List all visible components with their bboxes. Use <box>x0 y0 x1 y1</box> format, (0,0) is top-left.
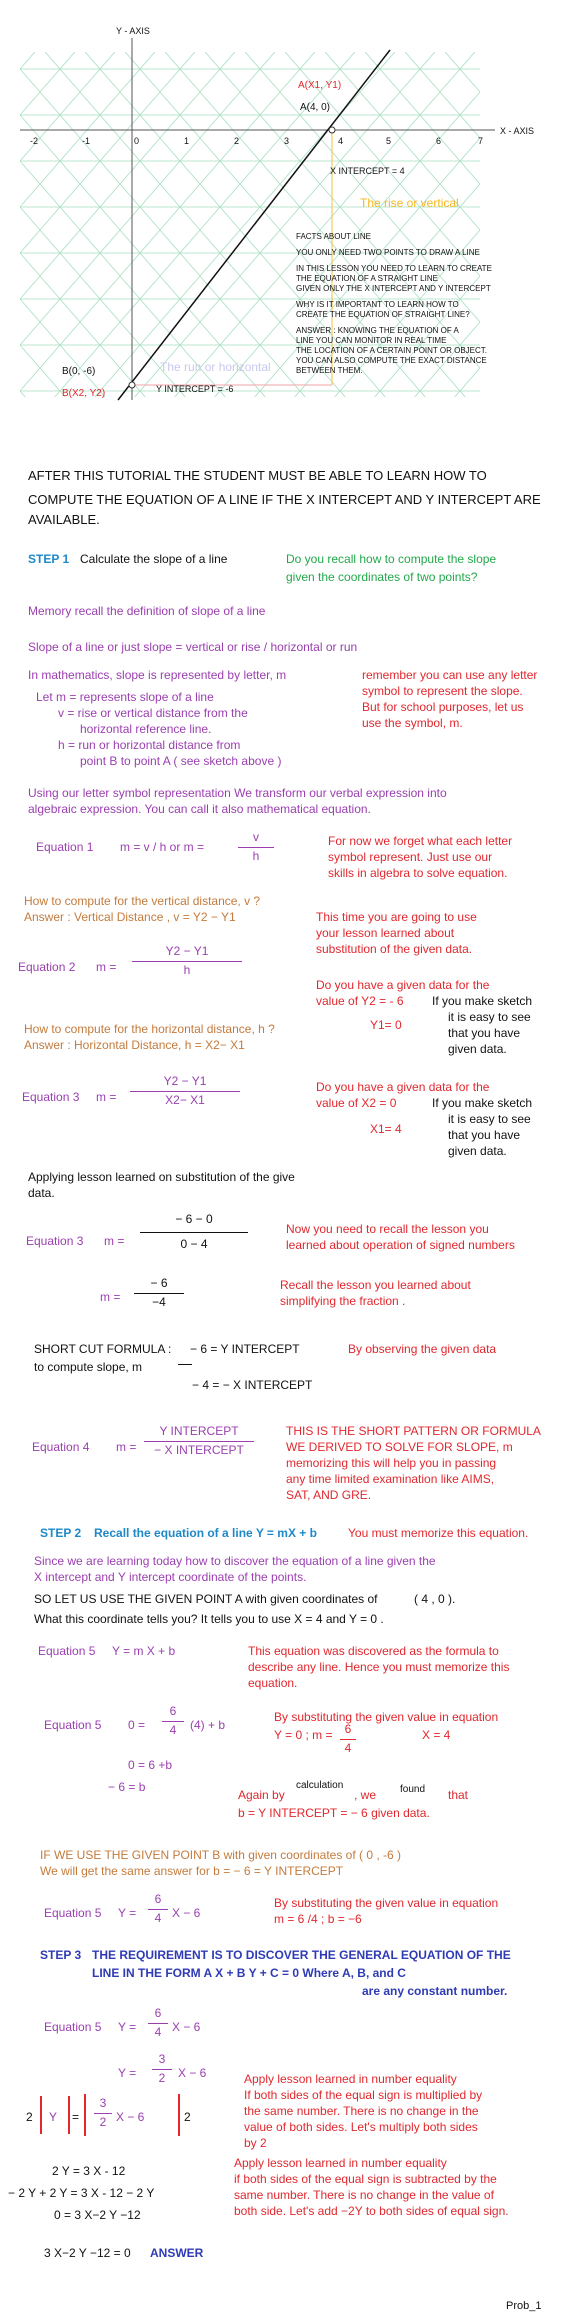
eq1-label: Equation 1 <box>36 840 94 854</box>
def-line: point B to point A ( see sketch above ) <box>80 754 282 768</box>
point-b-general: B(X2, Y2) <box>62 388 106 399</box>
intro-line: COMPUTE THE EQUATION OF A LINE IF THE X INTERCEPT AND Y INTERCEPT ARE <box>28 492 541 507</box>
remember-line: But for school purposes, let us <box>362 700 524 714</box>
eq3-label: Equation 3 <box>22 1090 80 1104</box>
run-label: The run or horizontal <box>160 360 271 374</box>
eq5d-fraction <box>148 2006 168 2040</box>
eq3-den: X2− X1 <box>165 1092 205 1107</box>
eq5d-pre: Y = <box>118 2020 137 2034</box>
sketch-note-line: If you make sketch <box>432 1096 533 1110</box>
eq4-label: Equation 4 <box>32 1440 90 1454</box>
shortcut-line: to compute slope, m <box>34 1360 143 1374</box>
applying-line: data. <box>28 1186 55 1200</box>
eq3-fraction <box>130 1074 240 1108</box>
eq5d-den: 4 <box>154 2024 162 2039</box>
step1-recall-1: Do you recall how to compute the slope <box>286 552 497 566</box>
eq5c-pre: Y = <box>118 1906 137 1920</box>
x-tick: 0 <box>134 136 140 146</box>
step3-title-2: LINE IN THE FORM A X + B Y + C = 0 Where A, B, and C <box>92 1966 406 1980</box>
equality-mult-line: If both sides of the equal sign is multiplied by <box>244 2088 483 2102</box>
eq3-num: Y2 − Y1 <box>163 1074 207 1088</box>
since-line: Since we are learning today how to discover the equation of a line given the <box>34 1554 436 1568</box>
eq4-den: − X INTERCEPT <box>154 1442 244 1457</box>
point-b-dot <box>129 382 135 388</box>
shortcut-line: SHORT CUT FORMULA : <box>34 1342 172 1356</box>
facts-block <box>296 232 556 376</box>
pattern-line: WE DERIVED TO SOLVE FOR SLOPE, m <box>286 1440 513 1454</box>
def-line: v = rise or vertical distance from the <box>58 706 248 720</box>
x-tick: 3 <box>284 136 290 146</box>
y-intercept-label: Y INTERCEPT = -6 <box>156 384 234 394</box>
eq2-num: Y2 − Y1 <box>165 944 209 958</box>
eq3c-num: − 6 <box>150 1276 168 1290</box>
eq5-text: Y = m X + b <box>112 1644 176 1658</box>
using-line: algebraic expression. You can call it also mathematical equation. <box>28 802 371 816</box>
eq5-label: Equation 5 <box>38 1644 96 1658</box>
subst-note: Y = 0 ; m = <box>274 1728 333 1742</box>
given-y-line: Do you have a given data for the <box>316 978 490 992</box>
mult-x: X − 6 <box>116 2110 145 2124</box>
eq3b-label: Equation 3 <box>26 1234 84 1248</box>
step2-title: Recall the equation of a line Y = mX + b <box>94 1526 317 1540</box>
sketch-note-line: given data. <box>448 1042 507 1056</box>
point-b-line: We will get the same answer for b = − 6 = Y INTERCEPT <box>40 1864 344 1878</box>
rise-label: The rise or vertical <box>360 196 459 210</box>
x-intercept-label: X INTERCEPT = 4 <box>330 166 405 176</box>
answer-equation: 3 X−2 Y −12 = 0 <box>44 2246 131 2260</box>
eq5c-fraction <box>148 1892 168 1926</box>
given-point: SO LET US USE THE GIVEN POINT A with given coordinates of <box>34 1592 378 1606</box>
memory-recall: Memory recall the definition of slope of a line <box>28 604 266 618</box>
remember-line: remember you can use any letter <box>362 668 538 682</box>
again-2: calculation <box>296 1780 344 1791</box>
facts-line: BETWEEN THEM. <box>296 366 363 375</box>
work-line-b: − 2 Y + 2 Y = 3 X - 12 − 2 Y <box>8 2186 155 2200</box>
eq5d-num: 6 <box>154 2006 162 2020</box>
using-line: Using our letter symbol representation We transform our verbal expression into <box>28 786 447 800</box>
given-x-line: X1= 4 <box>370 1122 402 1136</box>
pattern-line: any time limited examination like AIMS, <box>286 1472 495 1486</box>
math-slope-line: In mathematics, slope is represented by letter, m <box>28 668 287 682</box>
horizontal-answer: Answer : Horizontal Distance, h = X2− X1 <box>24 1038 245 1052</box>
eq5-note: equation. <box>248 1676 298 1690</box>
again-1: Again by <box>238 1788 285 1802</box>
again-3: , we <box>354 1788 377 1802</box>
sketch-note-line: it is easy to see <box>448 1112 531 1126</box>
given-y-line: value of Y2 = - 6 <box>316 994 404 1008</box>
facts-line: CREATE THE EQUATION OF STRAIGHT LINE? <box>296 310 470 319</box>
point-a-general: A(X1, Y1) <box>298 80 342 91</box>
mult-post: 2 <box>184 2110 191 2124</box>
x-axis-label: X - AXIS <box>500 126 535 136</box>
sketch-note-line: If you make sketch <box>432 994 533 1008</box>
eq3c-den: −4 <box>152 1294 166 1309</box>
eq5-note: describe any line. Hence you must memorize this <box>248 1660 510 1674</box>
shortcut-bar <box>178 1364 192 1365</box>
signed-line: Now you need to recall the lesson you <box>286 1222 489 1236</box>
eq3b-m: m = <box>104 1234 125 1248</box>
signed-line: learned about operation of signed numbers <box>286 1238 515 1252</box>
mult-fraction <box>94 2096 112 2130</box>
eq2-m: m = <box>96 960 117 974</box>
sketch-note-line: that you have <box>448 1026 521 1040</box>
shortcut-den: − 4 = − X INTERCEPT <box>192 1378 313 1392</box>
eq3-m: m = <box>96 1090 117 1104</box>
eq5d-post: X − 6 <box>172 2020 201 2034</box>
eq5b-den: 4 <box>169 1722 177 1737</box>
step1-title: Calculate the slope of a line <box>80 552 228 566</box>
simplify-line: simplifying the fraction . <box>280 1294 406 1308</box>
work-line-a: 2 Y = 3 X - 12 <box>52 2164 126 2178</box>
step1-label: STEP 1 <box>28 552 70 566</box>
subst-den: 4 <box>344 1740 352 1755</box>
forget-line: skills in algebra to solve equation. <box>328 866 508 880</box>
eq5b-pre: 0 = <box>128 1718 146 1732</box>
x-tick: 2 <box>234 136 240 146</box>
mult-y: Y <box>49 2110 58 2124</box>
remember-line: symbol to represent the slope. <box>362 684 523 698</box>
x-tick: 6 <box>436 136 442 146</box>
step2-memorize: You must memorize this equation. <box>348 1526 529 1540</box>
eq5e-fraction <box>152 2052 172 2086</box>
eq5-note: This equation was discovered as the formula to <box>248 1644 499 1658</box>
simplify-line: Recall the lesson you learned about <box>280 1278 471 1292</box>
eq5b-num: 6 <box>169 1704 177 1718</box>
equality-mult-line: by 2 <box>244 2136 267 2150</box>
sketch-note-line: it is easy to see <box>448 1010 531 1024</box>
again-5: that <box>448 1788 469 1802</box>
equality-sub-line: Apply lesson learned in number equality <box>234 2156 447 2170</box>
facts-line: ANSWER : KNOWING THE EQUATION OF A <box>296 326 459 335</box>
equality-sub-line: same number. There is no change in the value of <box>234 2188 494 2202</box>
eq5d-label: Equation 5 <box>44 2020 102 2034</box>
def-line: Let m = represents slope of a line <box>36 690 214 704</box>
substitution-line: This time you are going to use <box>316 910 477 924</box>
eq3b-num: − 6 − 0 <box>175 1212 213 1226</box>
eq3c-fraction <box>134 1276 184 1310</box>
shortcut-num: − 6 = Y INTERCEPT <box>190 1342 300 1356</box>
eq5c-den: 4 <box>154 1910 162 1925</box>
footer-label: Prob_1 <box>506 2300 542 2312</box>
work-line-1: 0 = 6 +b <box>128 1758 173 1772</box>
equality-mult-line: value of both sides. Let's multiply both sides <box>244 2120 478 2134</box>
x-tick: 7 <box>478 136 484 146</box>
subst-fraction <box>340 1722 356 1756</box>
equality-sub-line: both side. Let's add −2Y to both sides of equal sign. <box>234 2204 509 2218</box>
eq3b-den: 0 − 4 <box>180 1236 208 1251</box>
facts-line: LINE YOU CAN MONITOR IN REAL TIME <box>296 336 447 345</box>
eq5c-post: X − 6 <box>172 1906 201 1920</box>
facts-line: THE LOCATION OF A CERTAIN POINT OR OBJECT. <box>296 346 487 355</box>
facts-line: GIVEN ONLY THE X INTERCEPT AND Y INTERCEPT <box>296 284 491 293</box>
step3-title: THE REQUIREMENT IS TO DISCOVER THE GENERAL EQUATION OF THE <box>92 1948 511 1962</box>
x-tick: 1 <box>184 136 190 146</box>
subst2-note: By substituting the given value in equation <box>274 1896 499 1910</box>
facts-line: FACTS ABOUT LINE <box>296 232 371 241</box>
answer-label: ANSWER <box>150 2246 204 2260</box>
eq4-fraction <box>144 1424 254 1458</box>
since-line: X intercept and Y intercept coordinate of the points. <box>34 1570 307 1584</box>
mult-eq: = <box>72 2110 80 2124</box>
pattern-line: memorizing this will help you in passing <box>286 1456 497 1470</box>
equality-sub-line: if both sides of the equal sign is subtracted by the <box>234 2172 497 2186</box>
forget-line: symbol represent. Just use our <box>328 850 493 864</box>
eq2-den: h <box>183 962 191 977</box>
mult-num: 3 <box>99 2096 107 2110</box>
subst-num: 6 <box>344 1722 352 1736</box>
eq5e-pre: Y = <box>118 2066 137 2080</box>
eq5e-num: 3 <box>158 2052 166 2066</box>
sketch-note-line: that you have <box>448 1128 521 1142</box>
pattern-line: THIS IS THE SHORT PATTERN OR FORMULA <box>286 1424 541 1438</box>
facts-line: YOU CAN ALSO COMPUTE THE EXACT DISTANCE <box>296 356 487 365</box>
equality-mult-line: the same number. There is no change in the <box>244 2104 479 2118</box>
x-tick: 4 <box>338 136 344 146</box>
subst-note: By substituting the given value in equation <box>274 1710 499 1724</box>
coord-tells: What this coordinate tells you? It tells you to use X = 4 and Y = 0 . <box>34 1612 384 1626</box>
eq2-fraction <box>132 944 242 978</box>
point-b-line: IF WE USE THE GIVEN POINT B with given coordinates of ( 0 , -6 ) <box>40 1848 402 1862</box>
given-y-line: Y1= 0 <box>370 1018 402 1032</box>
eq5e-post: X − 6 <box>178 2066 207 2080</box>
def-line: horizontal reference line. <box>80 722 212 736</box>
eq1-text: m = v / h or m = <box>120 840 205 854</box>
again-4: found <box>400 1784 426 1795</box>
facts-line: WHY IS IT IMPORTANT TO LEARN HOW TO <box>296 300 459 309</box>
eq3b-fraction <box>140 1212 248 1252</box>
mult-den: 2 <box>99 2114 107 2129</box>
eq1-fraction <box>238 830 274 864</box>
subst2-note: m = 6 /4 ; b = −6 <box>274 1912 362 1926</box>
eq5b-label: Equation 5 <box>44 1718 102 1732</box>
step1-recall-2: given the coordinates of two points? <box>286 570 478 584</box>
x-tick: -2 <box>30 136 39 146</box>
x-tick-labels <box>0 136 577 150</box>
vertical-question: How to compute for the vertical distance, v ? <box>24 894 261 908</box>
eq5b-post: (4) + b <box>190 1718 226 1732</box>
eq4-num: Y INTERCEPT <box>159 1424 239 1438</box>
point-a-dot <box>329 127 335 133</box>
vertical-answer: Answer : Vertical Distance , v = Y2 − Y1 <box>24 910 236 924</box>
substitution-line: substitution of the given data. <box>316 942 473 956</box>
work-line-c: 0 = 3 X−2 Y −12 <box>54 2208 141 2222</box>
given-x-line: value of X2 = 0 <box>316 1096 397 1110</box>
work-line-2: − 6 = b <box>108 1780 146 1794</box>
sketch-note-line: given data. <box>448 1144 507 1158</box>
step3-label: STEP 3 <box>40 1948 82 1962</box>
remember-line: use the symbol, m. <box>362 716 463 730</box>
intro-line: AFTER THIS TUTORIAL THE STUDENT MUST BE ABLE TO LEARN HOW TO <box>28 468 487 483</box>
x-tick: -1 <box>82 136 91 146</box>
point-b-label: B(0, -6) <box>62 366 96 377</box>
eq5c-num: 6 <box>154 1892 162 1906</box>
eq4-m: m = <box>116 1440 137 1454</box>
forget-line: For now we forget what each letter <box>328 834 513 848</box>
given-x-line: Do you have a given data for the <box>316 1080 490 1094</box>
x-tick: 5 <box>386 136 392 146</box>
subst-note-x: X = 4 <box>422 1728 451 1742</box>
eq5c-label: Equation 5 <box>44 1906 102 1920</box>
intro-line: AVAILABLE. <box>28 512 100 527</box>
point-a-label: A(4, 0) <box>300 102 331 113</box>
facts-line: THE EQUATION OF A STRAIGHT LINE <box>296 274 438 283</box>
step3-title-3: are any constant number. <box>362 1984 508 1998</box>
eq1-num: v <box>253 830 259 844</box>
eq5b-fraction <box>162 1704 184 1738</box>
facts-line: IN THIS LESSON YOU NEED TO LEARN TO CREATE <box>296 264 492 273</box>
facts-line: YOU ONLY NEED TWO POINTS TO DRAW A LINE <box>296 248 480 257</box>
pattern-line: SAT, AND GRE. <box>286 1488 372 1502</box>
applying-line: Applying lesson learned on substitution of the give <box>28 1170 295 1184</box>
equality-mult-line: Apply lesson learned in number equality <box>244 2072 457 2086</box>
substitution-line: your lesson learned about <box>316 926 455 940</box>
step2-label: STEP 2 <box>40 1526 82 1540</box>
eq2-label: Equation 2 <box>18 960 76 974</box>
eq3c-m: m = <box>100 1290 121 1304</box>
observing-note: By observing the given data <box>348 1342 497 1356</box>
horizontal-question: How to compute for the horizontal distance, h ? <box>24 1022 275 1036</box>
def-line: h = run or horizontal distance from <box>58 738 241 752</box>
given-coord: ( 4 , 0 ). <box>414 1592 456 1606</box>
mult-pre: 2 <box>26 2110 33 2124</box>
eq1-den: h <box>252 848 260 863</box>
eq5e-den: 2 <box>158 2070 166 2085</box>
y-axis-label: Y - AXIS <box>116 26 150 36</box>
slope-definition: Slope of a line or just slope = vertical or rise / horizontal or run <box>28 640 358 654</box>
b-result: b = Y INTERCEPT = − 6 given data. <box>238 1806 430 1820</box>
